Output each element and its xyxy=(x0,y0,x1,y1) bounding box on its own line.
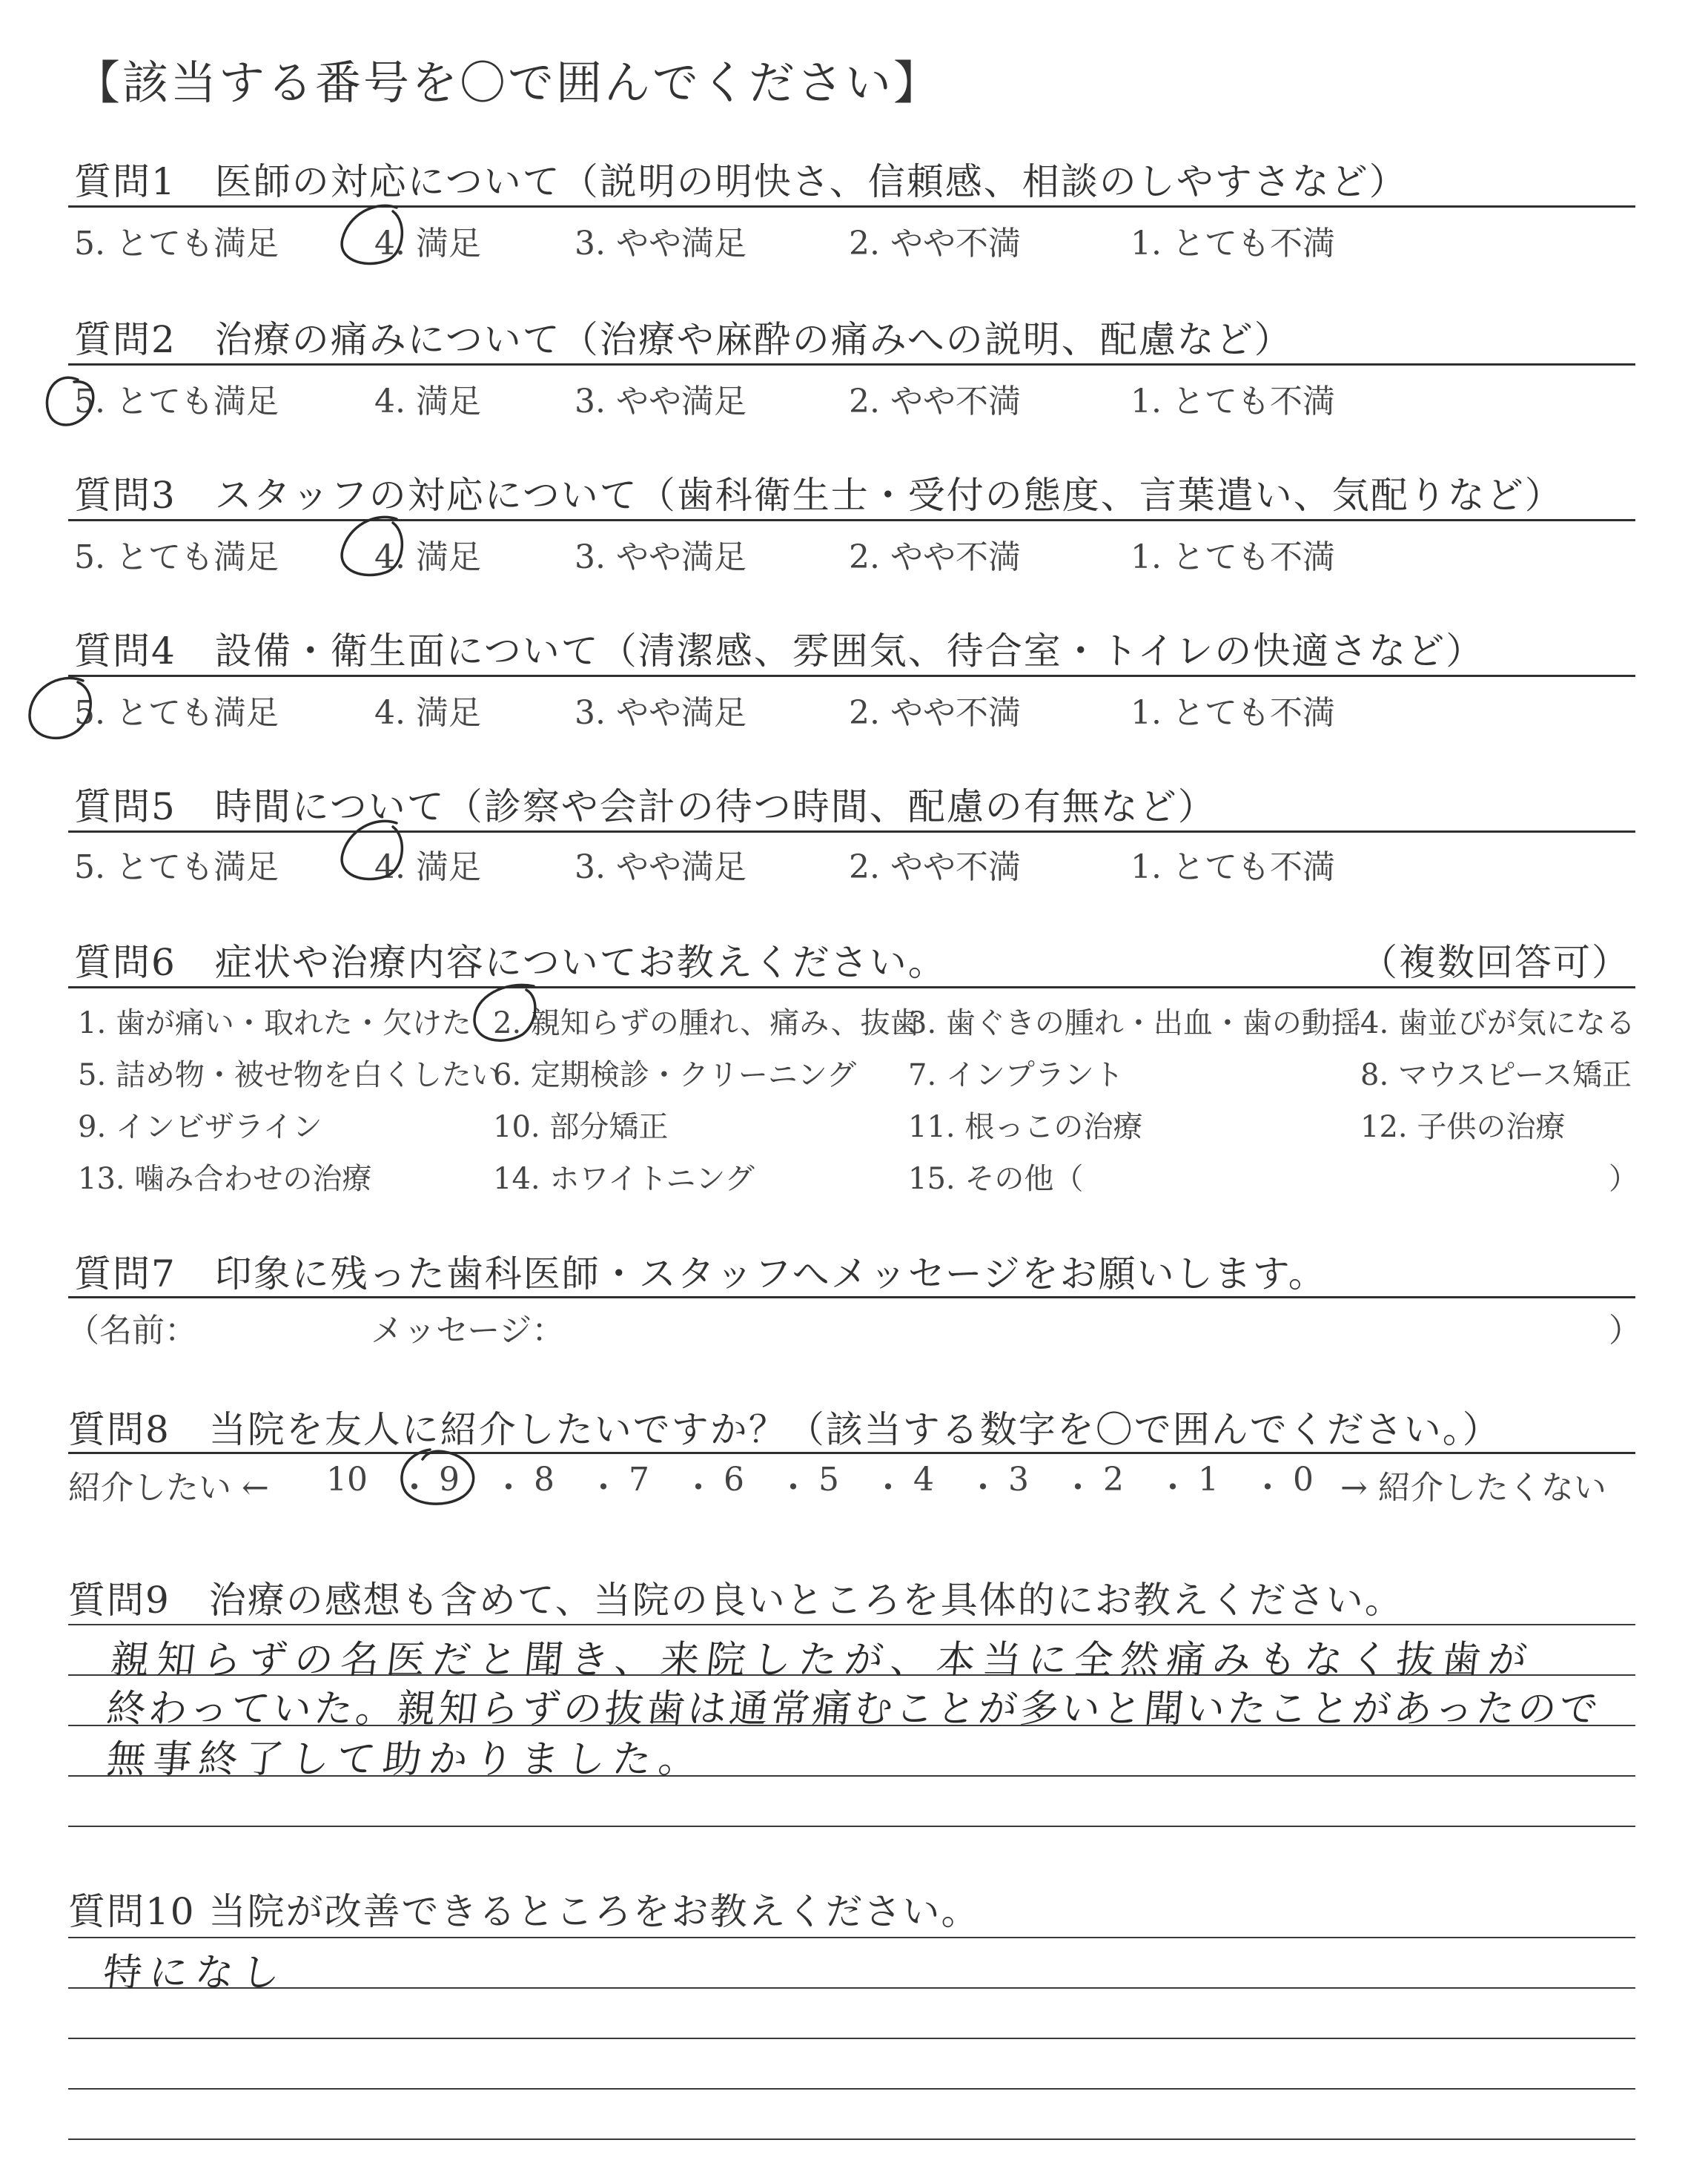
symptom-option[interactable]: 10. 部分矯正 xyxy=(493,1110,669,1144)
scale-dot: ・ xyxy=(872,1469,904,1507)
symptom-option[interactable]: 14. ホワイトニング xyxy=(493,1162,755,1196)
option-2[interactable]: 2. やや不満 xyxy=(849,694,1021,732)
handwritten-answer-line: 特になし xyxy=(101,1951,290,1995)
scale-dot: ・ xyxy=(1062,1469,1094,1507)
scale-dot: ・ xyxy=(587,1469,620,1507)
question-title: 質問3 スタッフの対応について（歯科衛生士・受付の態度、言葉遣い、気配りなど） xyxy=(74,474,1563,517)
option-3[interactable]: 3. やや満足 xyxy=(575,538,747,576)
handwritten-answer-line: 終わっていた。親知らずの抜歯は通常痛むことが多いと聞いたことがあったので xyxy=(105,1687,1603,1731)
scale-dot: ・ xyxy=(1251,1469,1284,1507)
symptom-option[interactable]: 7. インプラント xyxy=(908,1058,1124,1092)
option-1[interactable]: 1. とても不満 xyxy=(1131,694,1335,732)
scale-value-6[interactable]: 6 xyxy=(724,1461,744,1499)
selection-circle xyxy=(342,205,402,263)
question-title: 質問6 症状や治療内容についてお教えください。 xyxy=(74,941,947,984)
name-label: （名前： xyxy=(67,1312,197,1350)
option-5[interactable]: 5. とても満足 xyxy=(74,848,279,886)
scale-value-1[interactable]: 1 xyxy=(1198,1461,1219,1499)
symptom-option[interactable]: 6. 定期検診・クリーニング xyxy=(493,1058,857,1092)
option-4[interactable]: 4. 満足 xyxy=(374,225,481,262)
form-heading: 【該当する番号を〇で囲んでください】 xyxy=(74,56,942,110)
handwritten-answer-line: 無事終了して助かりました。 xyxy=(105,1737,707,1782)
selection-circle xyxy=(402,1450,474,1504)
multiple-answers-note: （複数回答可） xyxy=(1360,941,1630,984)
selection-circle xyxy=(30,678,90,739)
scale-value-9[interactable]: 9 xyxy=(439,1461,460,1499)
option-2[interactable]: 2. やや不満 xyxy=(849,538,1021,576)
question-title: 質問4 設備・衛生面について（清潔感、雰囲気、待合室・トイレの快適さなど） xyxy=(74,630,1485,673)
scale-dot: ・ xyxy=(492,1469,525,1507)
message-label: メッセージ： xyxy=(371,1312,565,1350)
symptom-option[interactable]: 1. 歯が痛い・取れた・欠けた xyxy=(78,1006,471,1040)
option-1[interactable]: 1. とても不満 xyxy=(1131,848,1335,886)
symptom-option[interactable]: 9. インビザライン xyxy=(78,1110,322,1144)
message-close-paren: ） xyxy=(1609,1312,1641,1350)
selection-circle xyxy=(47,377,93,425)
option-4[interactable]: 4. 満足 xyxy=(374,848,481,886)
scale-dot: ・ xyxy=(1156,1469,1189,1507)
recommend-left-label: 紹介したい ← xyxy=(68,1469,269,1507)
symptom-option[interactable]: 2. 親知らずの腫れ、痛み、抜歯 xyxy=(493,1006,920,1040)
option-4[interactable]: 4. 満足 xyxy=(374,538,481,576)
option-4[interactable]: 4. 満足 xyxy=(374,694,481,732)
question-title: 質問7 印象に残った歯科医師・スタッフへメッセージをお願いします。 xyxy=(74,1252,1327,1295)
selection-circle xyxy=(474,985,535,1040)
option-4[interactable]: 4. 満足 xyxy=(374,383,481,420)
option-5[interactable]: 5. とても満足 xyxy=(74,538,279,576)
symptom-option[interactable]: 5. 詰め物・被せ物を白くしたい xyxy=(78,1058,501,1092)
scale-value-0[interactable]: 0 xyxy=(1293,1461,1314,1499)
symptom-option[interactable]: 8. マウスピース矯正 xyxy=(1360,1058,1632,1092)
scale-value-10[interactable]: 10 xyxy=(326,1461,368,1499)
selection-circle xyxy=(342,821,402,879)
scale-value-4[interactable]: 4 xyxy=(913,1461,934,1499)
option-5[interactable]: 5. とても満足 xyxy=(74,694,279,732)
option-1[interactable]: 1. とても不満 xyxy=(1131,383,1335,420)
symptom-option[interactable]: 11. 根っこの治療 xyxy=(908,1110,1143,1144)
option-2[interactable]: 2. やや不満 xyxy=(849,848,1021,886)
option-2[interactable]: 2. やや不満 xyxy=(849,225,1021,262)
scale-dot: ・ xyxy=(777,1469,810,1507)
question-title: 質問2 治療の痛みについて（治療や麻酔の痛みへの説明、配慮など） xyxy=(74,318,1293,361)
option-3[interactable]: 3. やや満足 xyxy=(575,225,747,262)
question-title: 質問10 当院が改善できるところをお教えください。 xyxy=(68,1890,980,1933)
scale-dot: ・ xyxy=(682,1469,715,1507)
option-5[interactable]: 5. とても満足 xyxy=(74,383,279,420)
option-3[interactable]: 3. やや満足 xyxy=(575,694,747,732)
scale-value-5[interactable]: 5 xyxy=(818,1461,839,1499)
scale-value-3[interactable]: 3 xyxy=(1008,1461,1029,1499)
handwritten-answer-line: 親知らずの名医だと聞き、来院したが、本当に全然痛みもなく抜歯が xyxy=(108,1638,1537,1682)
question-title: 質問9 治療の感想も含めて、当院の良いところを具体的にお教えください。 xyxy=(68,1579,1403,1622)
scale-dot: ・ xyxy=(967,1469,999,1507)
question-title: 質問5 時間について（診察や会計の待つ時間、配慮の有無など） xyxy=(74,785,1217,828)
question-title: 質問1 医師の対応について（説明の明快さ、信頼感、相談のしやすさなど） xyxy=(74,160,1408,203)
question-title: 質問8 当院を友人に紹介したいですか？（該当する数字を〇で囲んでください。） xyxy=(68,1408,1501,1451)
scale-value-2[interactable]: 2 xyxy=(1103,1461,1124,1499)
scale-value-7[interactable]: 7 xyxy=(629,1461,649,1499)
symptom-option[interactable]: 15. その他（ xyxy=(908,1162,1084,1196)
recommend-right-label: → 紹介したくない xyxy=(1340,1469,1606,1507)
selection-circle xyxy=(342,517,402,575)
option-2[interactable]: 2. やや不満 xyxy=(849,383,1021,420)
symptom-option[interactable]: 12. 子供の治療 xyxy=(1360,1110,1566,1144)
symptom-option[interactable]: 13. 噛み合わせの治療 xyxy=(78,1162,372,1196)
option-3[interactable]: 3. やや満足 xyxy=(575,848,747,886)
symptom-option[interactable]: 4. 歯並びが気になる xyxy=(1360,1006,1635,1040)
other-close-paren: ） xyxy=(1609,1162,1638,1196)
option-3[interactable]: 3. やや満足 xyxy=(575,383,747,420)
option-1[interactable]: 1. とても不満 xyxy=(1131,225,1335,262)
option-1[interactable]: 1. とても不満 xyxy=(1131,538,1335,576)
symptom-option[interactable]: 3. 歯ぐきの腫れ・出血・歯の動揺 xyxy=(908,1006,1361,1040)
scale-dot: ・ xyxy=(398,1469,431,1507)
scale-value-8[interactable]: 8 xyxy=(534,1461,555,1499)
option-5[interactable]: 5. とても満足 xyxy=(74,225,279,262)
